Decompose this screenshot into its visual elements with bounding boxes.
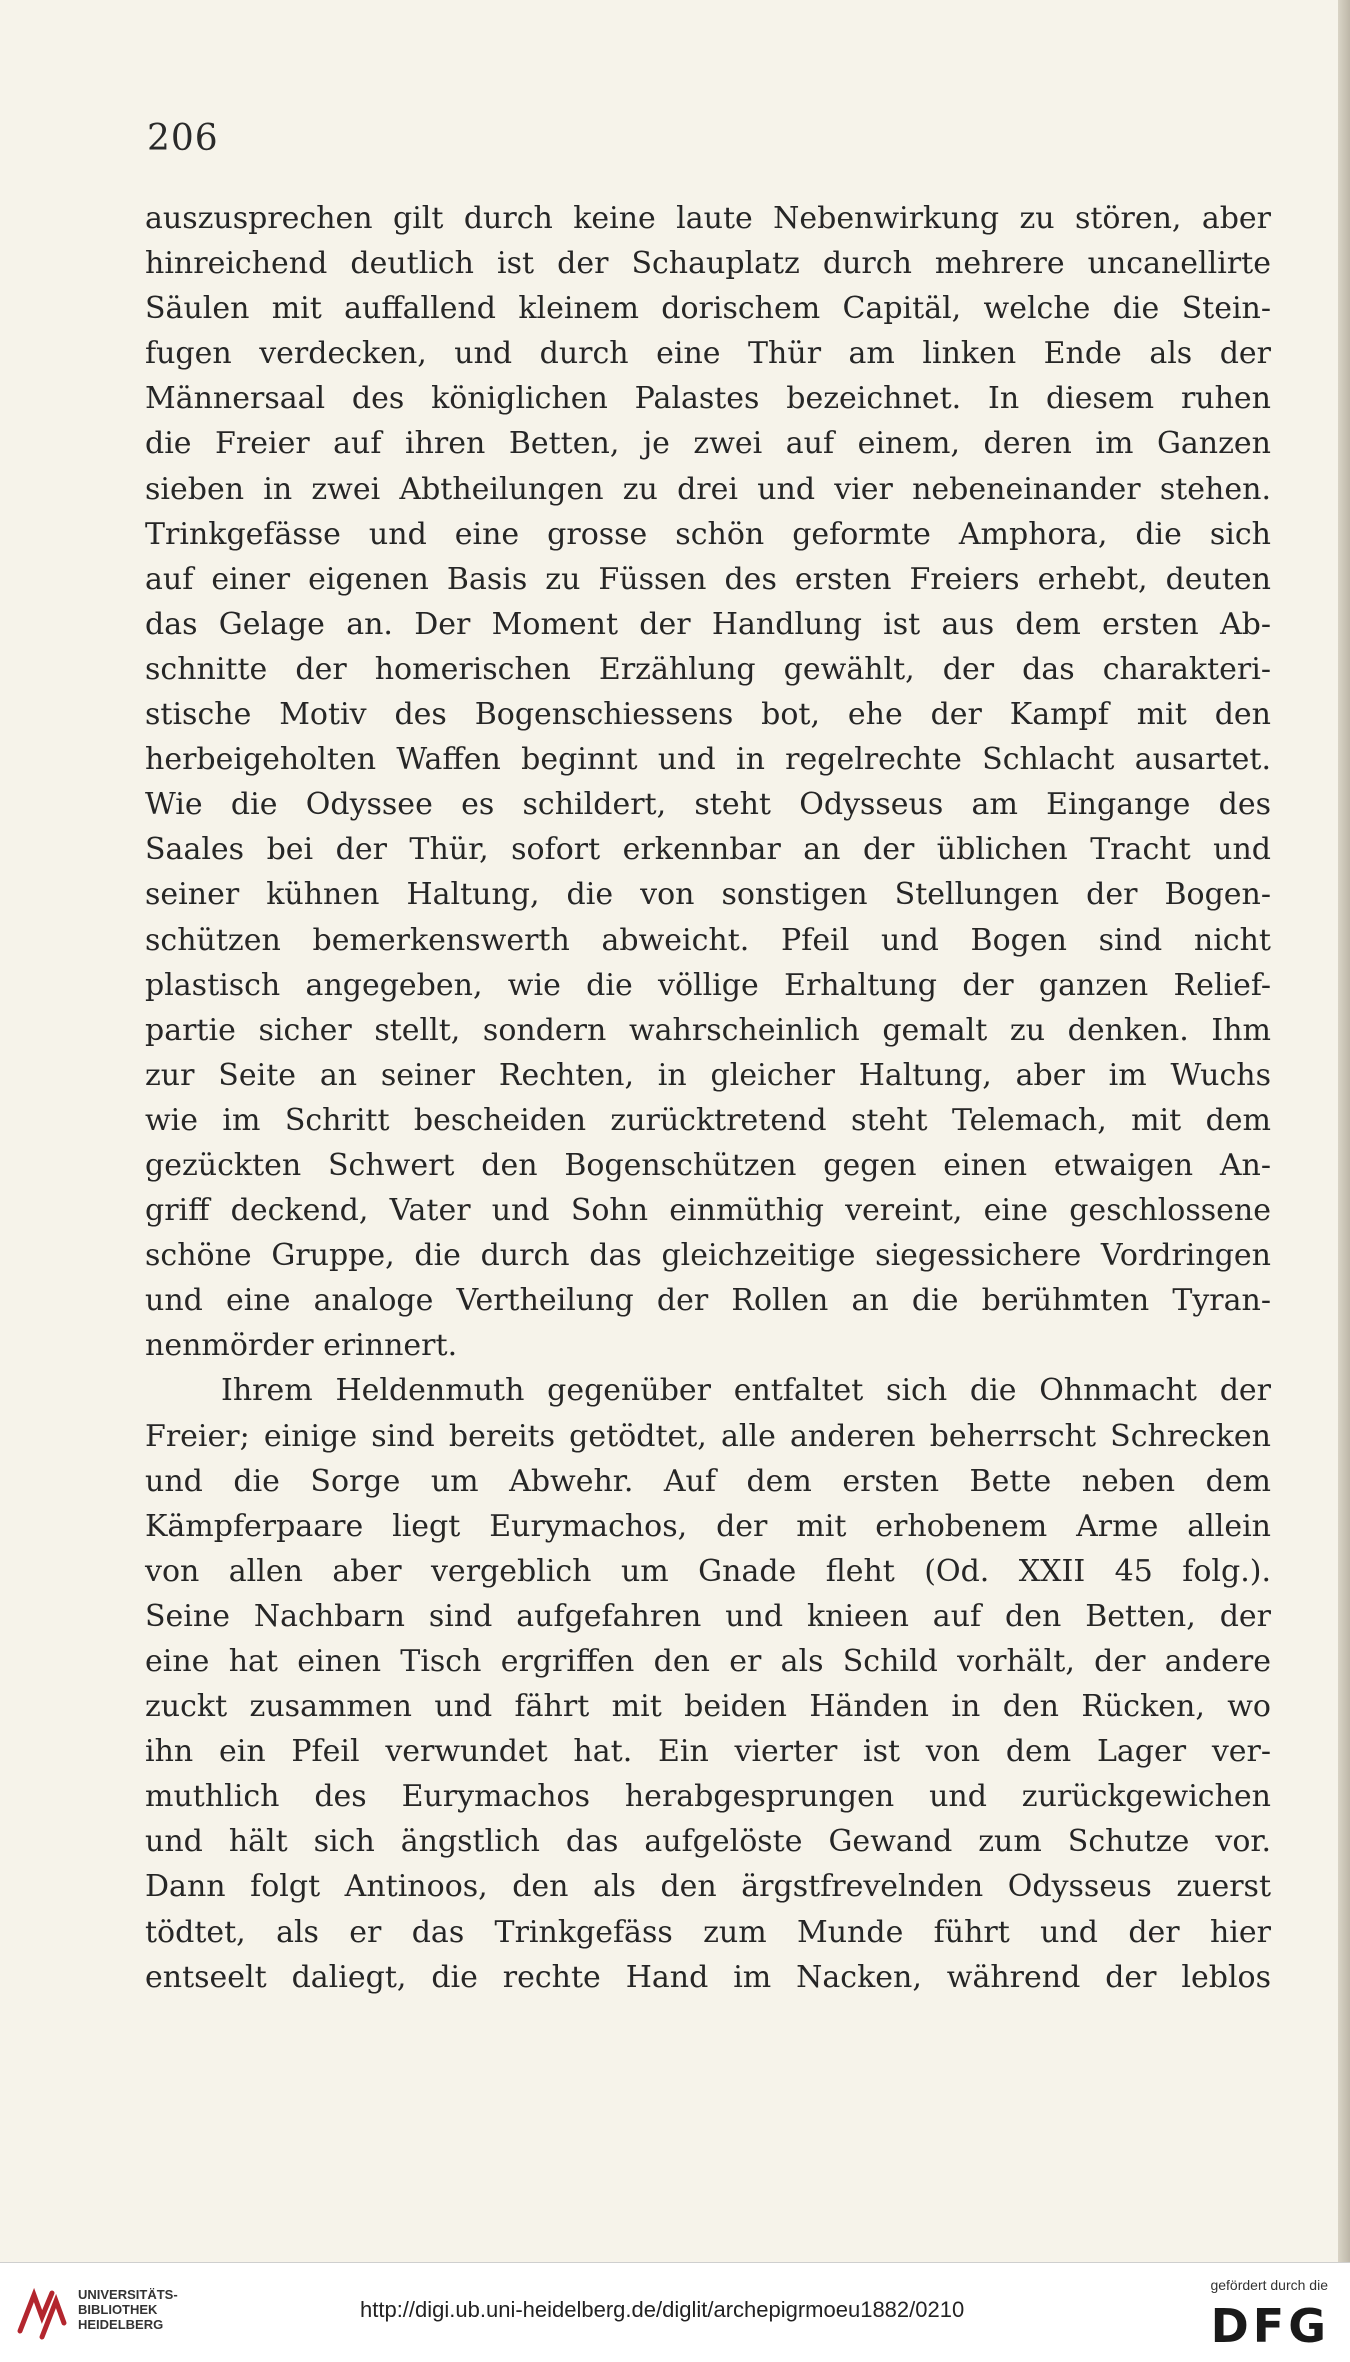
text-line: auszusprechen gilt durch keine laute Nebenwirkung zu stören, aber xyxy=(145,201,1271,236)
dfg-logo: DFG xyxy=(1210,2299,1330,2353)
page-number: 206 xyxy=(147,118,219,159)
permalink-url[interactable]: http://digi.ub.uni-heidelberg.de/diglit/archepigrmoeu1882/0210 xyxy=(360,2297,965,2322)
library-logo-icon xyxy=(12,2283,74,2345)
text-line: tödtet, als er das Trinkgefäss zum Munde führt und der hier xyxy=(145,1914,1271,1950)
text-line: herbeigeholten Waffen beginnt und in regelrechte Schlacht ausartet. xyxy=(145,742,1271,778)
text-line: zuckt zusammen und fährt mit beiden Händen in den Rücken, wo xyxy=(145,1689,1271,1725)
text-line: Seine Nachbarn sind aufgefahren und knieen auf den Betten, der xyxy=(145,1598,1271,1634)
text-line: partie sicher stellt, sondern wahrscheinlich gemalt zu denken. Ihm xyxy=(145,1012,1271,1048)
text-line: wie im Schritt bescheiden zurücktretend steht Telemach, mit dem xyxy=(145,1102,1271,1138)
text-line: Kämpferpaare liegt Eurymachos, der mit erhobenem Arme allein xyxy=(145,1508,1271,1544)
text-line: entseelt daliegt, die rechte Hand im Nacken, während der leblos xyxy=(145,1959,1271,1995)
library-name-line: BIBLIOTHEK xyxy=(78,2302,158,2317)
text-line: muthlich des Eurymachos herabgesprungen und zurückgewichen xyxy=(145,1779,1271,1815)
text-line: griff deckend, Vater und Sohn einmüthig vereint, eine geschlossene xyxy=(145,1193,1271,1229)
text-line: schützen bemerkenswerth abweicht. Pfeil und Bogen sind nicht xyxy=(145,922,1271,958)
text-line: schnitte der homerischen Erzählung gewählt, der das charakteri- xyxy=(145,651,1271,687)
text-line: und hält sich ängstlich das aufgelöste Gewand zum Schutze vor. xyxy=(145,1824,1271,1860)
sponsor-label: gefördert durch die xyxy=(1210,2277,1328,2293)
library-name-line: UNIVERSITÄTS- xyxy=(78,2287,178,2302)
text-line: Wie die Odyssee es schildert, steht Odysseus am Eingange des xyxy=(145,787,1271,823)
text-line: das Gelage an. Der Moment der Handlung ist aus dem ersten Ab- xyxy=(145,606,1271,642)
body-text xyxy=(145,196,1271,2000)
library-name-line: HEIDELBERG xyxy=(78,2317,164,2332)
text-line: Männersaal des königlichen Palastes bezeichnet. In diesem ruhen xyxy=(145,381,1271,417)
text-line: und eine analoge Vertheilung der Rollen an die berühmten Tyran- xyxy=(145,1283,1271,1319)
footer-bar xyxy=(0,2262,1350,2362)
text-line: gezückten Schwert den Bogenschützen gegen einen etwaigen An- xyxy=(145,1147,1271,1183)
text-line: von allen aber vergeblich um Gnade fleht (Od. XXII 45 folg.). xyxy=(145,1553,1271,1589)
text-line: hinreichend deutlich ist der Schauplatz durch mehrere uncanellirte xyxy=(145,246,1271,282)
text-line: zur Seite an seiner Rechten, in gleicher Haltung, aber im Wuchs xyxy=(145,1057,1271,1093)
text-line: stische Motiv des Bogenschiessens bot, ehe der Kampf mit den xyxy=(145,697,1271,733)
text-line: eine hat einen Tisch ergriffen den er als Schild vorhält, der andere xyxy=(145,1644,1271,1679)
text-line: seiner kühnen Haltung, die von sonstigen Stellungen der Bogen- xyxy=(145,877,1271,913)
book-gutter xyxy=(1338,0,1350,2262)
text-line: ihn ein Pfeil verwundet hat. Ein vierter ist von dem Lager ver- xyxy=(145,1734,1271,1770)
text-line: auf einer eigenen Basis zu Füssen des ersten Freiers erhebt, deuten xyxy=(145,561,1271,597)
text-line: Dann folgt Antinoos, den als den ärgstfrevelnden Odysseus zuerst xyxy=(145,1869,1271,1905)
text-line: und die Sorge um Abwehr. Auf dem ersten Bette neben dem xyxy=(145,1463,1271,1499)
text-line: Säulen mit auffallend kleinem dorischem Capitäl, welche die Stein- xyxy=(145,291,1271,327)
text-line: nenmörder erinnert. xyxy=(145,1328,458,1364)
text-line: plastisch angegeben, wie die völlige Erhaltung der ganzen Relief- xyxy=(145,967,1271,1003)
text-line: die Freier auf ihren Betten, je zwei auf einem, deren im Ganzen xyxy=(145,426,1271,462)
text-line: Trinkgefässe und eine grosse schön geformte Amphora, die sich xyxy=(145,516,1271,552)
text-line: schöne Gruppe, die durch das gleichzeitige siegessichere Vordringen xyxy=(145,1238,1271,1274)
library-name xyxy=(78,2287,178,2332)
text-line: Saales bei der Thür, sofort erkennbar an der üblichen Tracht und xyxy=(145,832,1271,868)
text-line: sieben in zwei Abtheilungen zu drei und vier nebeneinander stehen. xyxy=(145,471,1271,507)
text-line: Freier; einige sind bereits getödtet, alle anderen beherrscht Schrecken xyxy=(145,1418,1271,1454)
text-line: fugen verdecken, und durch eine Thür am linken Ende als der xyxy=(145,336,1271,372)
text-line: Ihrem Heldenmuth gegenüber entfaltet sich die Ohnmacht der xyxy=(221,1373,1271,1409)
